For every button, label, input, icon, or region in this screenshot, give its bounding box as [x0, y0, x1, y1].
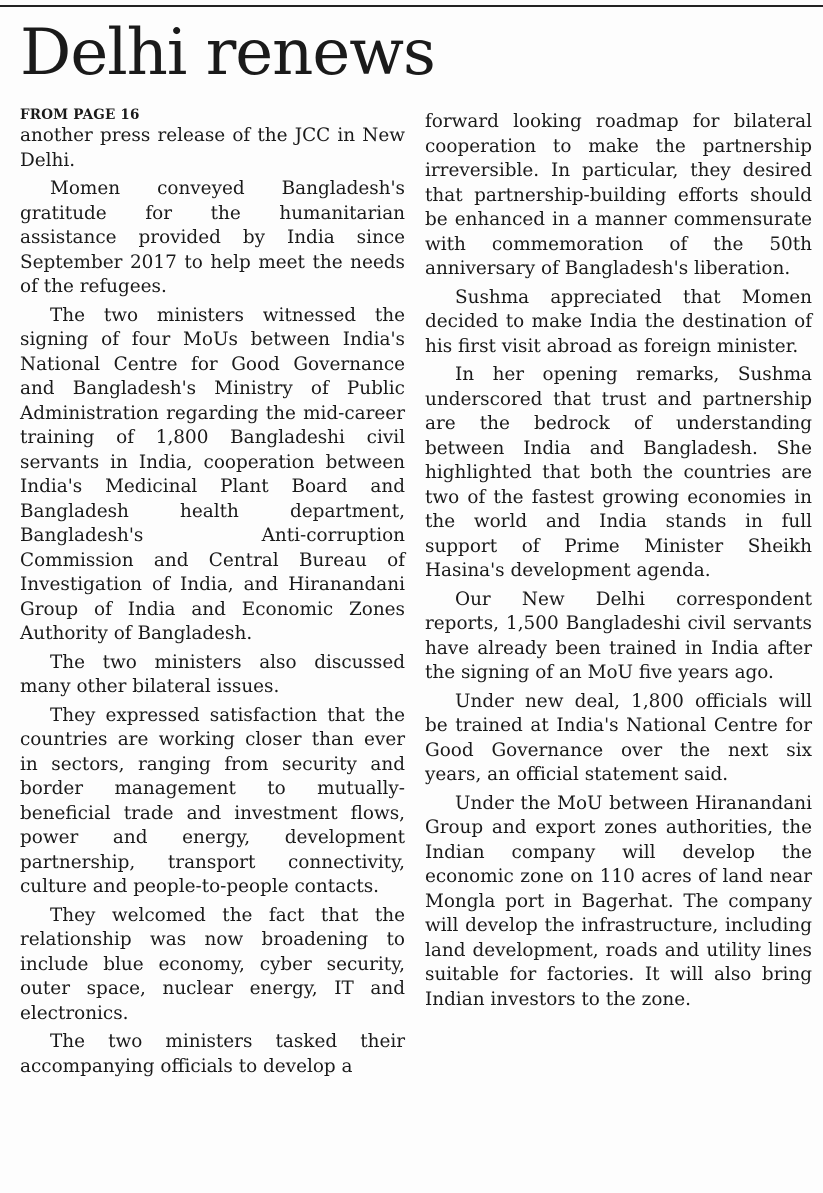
jump-line: FROM PAGE 16: [20, 107, 140, 123]
paragraph: Sushma appreciated that Momen decided to make India the destination of his first visit abroad as foreign minister.: [425, 286, 812, 357]
right-column: [425, 110, 812, 1016]
paragraph: The two ministers witnessed the signing of four MoUs between India's National Centre for Good Governance and Bangladesh's Ministry of Public Administration regarding the mid-career training of 1,800 Bangladeshi civil servants in India, cooperation between India's Medicinal Plant Board and Bangladesh health department, Bangladesh's Anti-corruption Commission and Central Bureau of Investigation of India, and Hiranandani Group of India and Economic Zones Authority of Bangladesh.: [20, 304, 405, 644]
paragraph: another press release of the JCC in New Delhi.: [20, 125, 405, 171]
paragraph: In her opening remarks, Sushma underscored that trust and partnership are the bedrock of understanding between India and Bangladesh. She highlighted that both the countries are two of the fastest growing economies in the world and India stands in full support of Prime Minister Sheikh Hasina's development agenda.: [425, 364, 812, 581]
paragraph: forward looking roadmap for bilateral cooperation to make the partnership irreversible. In particular, they desired that partnership-building efforts should be enhanced in a manner commensurate with commemoration of the 50th anniversary of Bangladesh's liberation.: [425, 111, 812, 279]
paragraph: The two ministers also discussed many other bilateral issues.: [20, 651, 405, 697]
headline: Delhi renews: [20, 16, 435, 90]
paragraph: Momen conveyed Bangladesh's gratitude for the humanitarian assistance provided by India since September 2017 to help meet the needs of the refugees.: [20, 178, 405, 297]
paragraph: Under the MoU between Hiranandani Group and export zones authorities, the Indian company will develop the economic zone on 110 acres of land near Mongla port in Bagerhat. The company will develop the infrastructure, including land development, roads and utility lines suitable for factories. It will also bring Indian investors to the zone.: [425, 792, 812, 1010]
top-rule: [0, 5, 823, 7]
paragraph: The two ministers tasked their accompanying officials to develop a: [20, 1031, 405, 1077]
column-gutter: [413, 106, 414, 1181]
paragraph: They welcomed the fact that the relationship was now broadening to include blue economy, cyber security, outer space, nuclear energy, IT and electronics.: [20, 904, 405, 1024]
paragraph: Our New Delhi correspondent reports, 1,500 Bangladeshi civil servants have already been trained in India after the signing of an MoU five years ago.: [425, 588, 812, 683]
paragraph: Under new deal, 1,800 officials will be trained at India's National Centre for Good Governance over the next six years, an official statement said.: [425, 690, 812, 785]
left-column: [20, 106, 405, 1083]
paragraph: They expressed satisfaction that the countries are working closer than ever in sectors, ranging from security and border management to mutually-beneficial trade and investment flows, power and energy, development partnership, transport connectivity, culture and people-to-people contacts.: [20, 704, 405, 897]
